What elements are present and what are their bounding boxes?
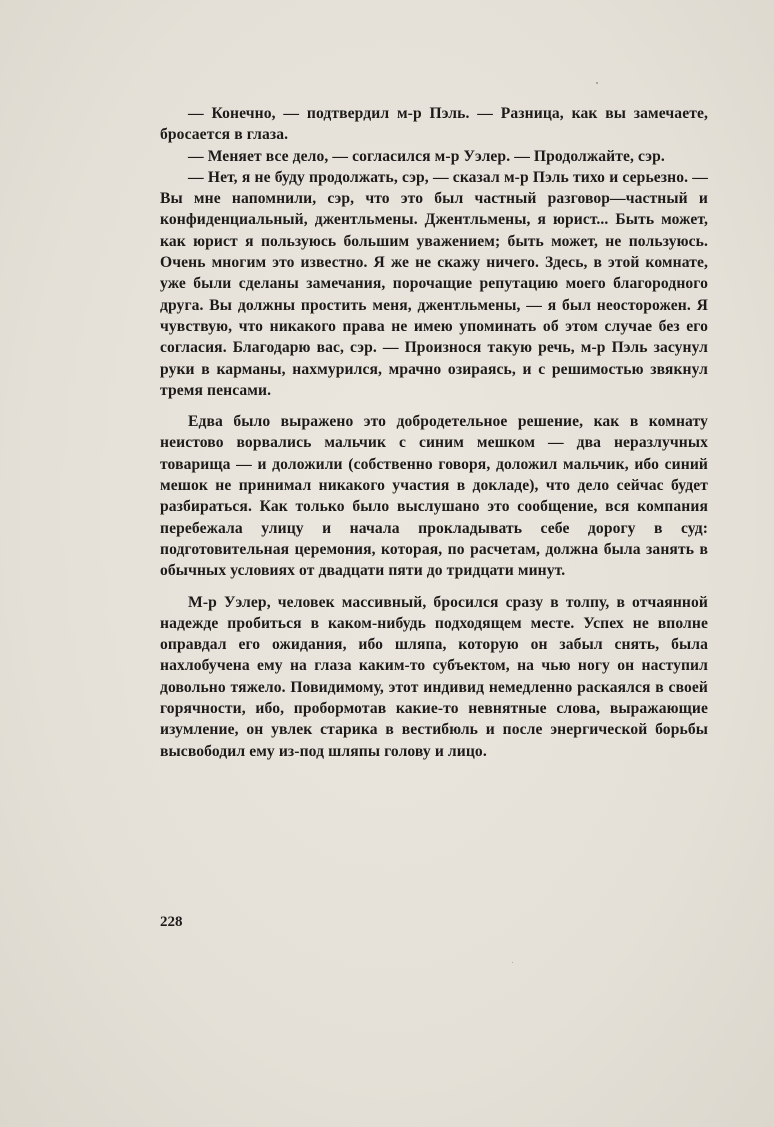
paragraph: М-р Уэлер, человек массивный, бросился сразу в толпу, в отчаянной надежде пробиться в каком-нибудь подходящем месте. Успех не вполне оправдал его ожидания, ибо шляпа, которую он забыл снять, была нахлобучена ему на глаза каким-то субъектом, на чью ногу он наступил довольно тяжело. Повидимому, этот индивид немедленно раскаялся в своей горячности, ибо, пробормотав какие-то невнятные слова, выражающие изумление, он увлек старика в вестибюль и после энергической борьбы высвободил ему из-под шляпы голову и лицо. xyxy=(160,593,708,760)
paragraph: — Нет, я не буду продолжать, сэр, — сказал м-р Пэль тихо и серьезно. — Вы мне напомнили, сэр, что это был частный разговор—частный и конфиденциальный, джентльмены. Джентльмены, я юрист... Быть может, как юрист я пользуюсь большим уважением; быть может, не пользуюсь. Очень многим это известно. Я же не скажу ничего. Здесь, в этой комнате, уже были сделаны замечания, порочащие репутацию моего благородного друга. Вы должны простить меня, джентльмены, — я был неосторожен. Я чувствую, что никакого права не имею упоминать об этом случае без его согласия. Благодарю вас, сэр. — Произнося такую речь, м-р Пэль засунул руки в карманы, нахмурился, мрачно озираясь, и с решимостью звякнул тремя пенсами. xyxy=(160,168,708,399)
text-body xyxy=(160,103,708,762)
paragraph: Едва было выражено это добродетельное решение, как в комнату неистово ворвались мальчик с синим мешком — два неразлучных товарища — и доложили (собственно говоря, доложил мальчик, ибо синий мешок не принимал никакого участия в докладе), что дело сейчас будет разбираться. Как только было выслушано это сообщение, вся компания перебежала улицу и начала прокладывать себе дорогу в суд: подготовительная церемония, которая, по расчетам, должна была занять в обычных условиях от двадцати пяти до тридцати минут. xyxy=(160,413,708,580)
page-number: 228 xyxy=(160,914,183,930)
paper-speck xyxy=(512,962,513,963)
paragraph: — Конечно, — подтвердил м-р Пэль. — Разница, как вы замечаете, бросается в глаза. xyxy=(160,105,708,144)
paper-speck xyxy=(596,82,598,84)
paragraph: — Меняет все дело, — согласился м-р Уэлер. — Продолжайте, сэр. xyxy=(188,147,665,165)
